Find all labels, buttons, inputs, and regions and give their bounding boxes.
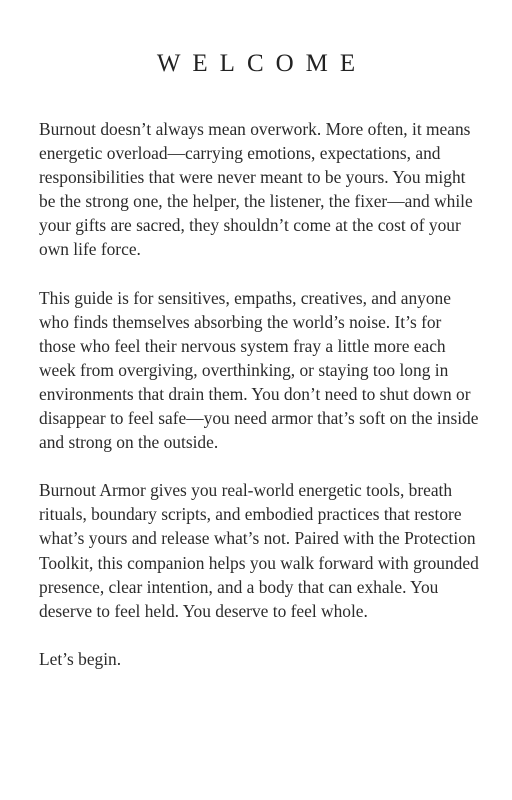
paragraph-burnout-armor: Burnout Armor gives you real-world energetic tools, breath rituals, boundary scripts, and embodied practices that restore what’s yours and release what’s not. Paired with the Protection Toolkit, this companion helps you walk forward with grounded presence, clear intention, and a body that can exhale. You deserve to feel held. You deserve to feel whole. (39, 480, 479, 621)
page-title: WELCOME (156, 50, 368, 77)
paragraph-lets-begin: Let’s begin. (39, 648, 122, 669)
paragraph-burnout-intro: Burnout doesn’t always mean overwork. More often, it means energetic overload—carrying emotions, expectations, and responsibilities that were never meant to be yours. You might be the strong one, the helper, the listener, the fixer—and while your gifts are sacred, they shouldn’t come at the cost of your own life force. (39, 119, 473, 260)
paragraph-audience: This guide is for sensitives, empaths, creatives, and anyone who finds themselves absorbing the world’s noise. It’s for those who feel their nervous system fray a little more each week from overgiving, overthinking, or staying too long in environments that drain them. You don’t need to shut down or disappear to feel safe—you need armor that’s soft on the inside and strong on the outside. (39, 287, 479, 453)
body-text (39, 117, 479, 671)
